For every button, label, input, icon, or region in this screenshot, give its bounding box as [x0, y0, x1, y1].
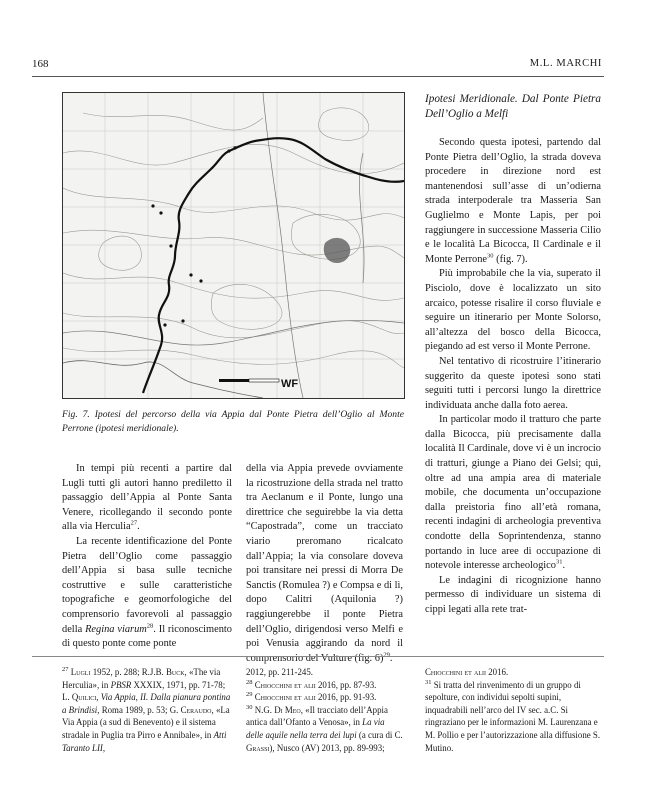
footnote-28: $^{28}$ Chiocchini et alii 2016, pp. 87-93. — [246, 678, 377, 690]
footnote-29: $^{29}$ Chiocchini et alii 2016, pp. 91-93. — [246, 691, 377, 703]
map-grid — [63, 93, 404, 398]
site-markers — [151, 146, 236, 326]
footnotes-column-1 — [62, 666, 232, 754]
col3-paragraph-3: Nel tentativo di ricostruire l’itinerario suggerito da queste ipotesi sono stati seguiti tutti i percorsi lungo la direttrice individuata anche dalla foto aerea. — [425, 355, 601, 411]
roads — [63, 93, 404, 398]
page-number: 168 — [32, 58, 49, 70]
footnote-31: $^{31}$ Si tratta del rinvenimento di un gruppo di sepolture, con individui sepolti supini, inquadrabili nell’arco del IV sec. a.C. Si ringraziano per le informazioni M. Laurenzana e M. Pollio e per l’autorizzazione alla diffusione S. Mutino. — [425, 678, 601, 753]
col3-paragraph-1: Secondo questa ipotesi, partendo dal Ponte Pietra dell’Oglio, la strada doveva procedere in direzione nord est mantenendosi sull’asse di un’odierna strada interpoderale tra Masseria San Guglielmo e Monte Lapis, per poi raggiungere in successione Masseria Cilio e le località La Bicocca, Il Cardinale e il Monte Perrone$^{30}$ (fig. 7). — [425, 137, 601, 265]
footnote-rule — [32, 656, 604, 657]
section-title: Ipotesi Meridionale. Dal Ponte Pietra Dell’Oglio a Melfi — [425, 93, 601, 120]
col2-paragraph: della via Appia prevede ovviamente la ricostruzione della strada nel tratto tra Aeclanum e il Ponte, lungo una direttrice che seguirebbe la via detta “Capostrada”, come un tracciato viario preromano ricalcato dall’Appia; la via consolare doveva poi transitare nei pressi di Morra De Sanctis (Romulea ?) e Compsa e di lì, dopo Calitri (Aquilonia ?) raggiungerebbe il ponte Pietra dell’Oglio, dirigendosi verso Melfi e poi Venusia aggirando da nord il comprensorio del Vulture (fig. 6)$^{29}$. — [246, 463, 403, 664]
footnotes-column-2 — [246, 666, 404, 754]
footnote-27: $^{27}$ Lugli 1952, p. 288; R.J.B. Buck, «The via Herculia», in PBSR XXXIX, 1971, pp. 71-78; L. Quilici, Via Appia, II. Dalla pianura pontina a Brindisi, Roma 1989, p. 53; G. Ceraudo, «La Via Appia (a sud di Benevento) e il sistema stradale in Puglia tra Pirro e Annibale», in Atti Taranto LII, — [62, 666, 231, 753]
footnote-27-continued: 2012, pp. 211-245. — [246, 667, 313, 677]
running-head: M.L. MARCHI — [529, 58, 602, 69]
town-melfi — [324, 238, 351, 263]
footnote-30-continued: Chiocchini et alii 2016. — [425, 667, 509, 677]
col1-paragraph-2: La recente identificazione del Ponte Pietra dell’Oglio come passaggio dell’Appia si basa sulle tecniche costruttive e sulle caratteristiche topografiche e geomorfologiche del comprensorio favorevoli al passaggio della Regina viarum$^{28}$. Il riconoscimento di questo ponte come ponte — [62, 535, 232, 650]
column-2 — [246, 462, 403, 666]
header-rule — [32, 76, 604, 77]
column-1 — [62, 462, 232, 652]
contour-lines — [63, 108, 404, 368]
column-3 — [425, 92, 601, 618]
footnote-30: $^{30}$ N.G. Di Meo, «Il tracciato dell’Appia antica dall’Ofanto a Venosa», in La via delle aquile nella terra dei lupi (a cura di C. Grassi), Nusco (AV) 2013, pp. 89-993; — [246, 703, 403, 753]
figure-caption: Fig. 7. Ipotesi del percorso della via Appia dal Ponte Pietra dell’Oglio al Monte Perrone (ipotesi meridionale). — [62, 409, 404, 434]
col1-paragraph-1: In tempi più recenti a partire dal Lugli tutti gli autori hanno prediletto il passaggio dell’Appia al Ponte Santa Venere, ricollegando il secondo ponte alla via Herculia$^{27}$. — [62, 463, 232, 533]
map-figure — [62, 92, 405, 399]
col3-paragraph-5: Le indagini di ricognizione hanno permesso di individuare un sistema di cippi legati alla rete trat- — [425, 574, 601, 615]
scale-bar-1 — [219, 379, 249, 382]
scale-bar-2 — [249, 379, 279, 382]
map-label: WF — [281, 378, 299, 390]
route-path — [143, 138, 404, 393]
col3-paragraph-2: Più improbabile che la via, superato il Pisciolo, dove è localizzato un sito arcaico, potesse risalire il corso fluviale e seguire un itinerario per Monte Solorso, all’altezza del bosco della Bicocca, piegando ad est verso il Monte Perrone. — [425, 268, 601, 353]
footnotes-column-3 — [425, 666, 601, 754]
topographic-map — [63, 93, 404, 398]
col3-paragraph-4: In particolar modo il tratturo che parte dalla Bicocca, più precisamente dalla località Il Cardinale, dove vi è un incrocio di tratturi, giunge a Piano dei Gelsi; qui, oltre ad una ampia area di materiale mobile, che documenta un’occupazione dalla preistoria fino all’età romana, recenti indagini di archeologia preventiva condotte della Soprintendenza, stanno portando in luce aree di occupazione di notevole interesse archeologico$^{31}$. — [425, 414, 601, 572]
